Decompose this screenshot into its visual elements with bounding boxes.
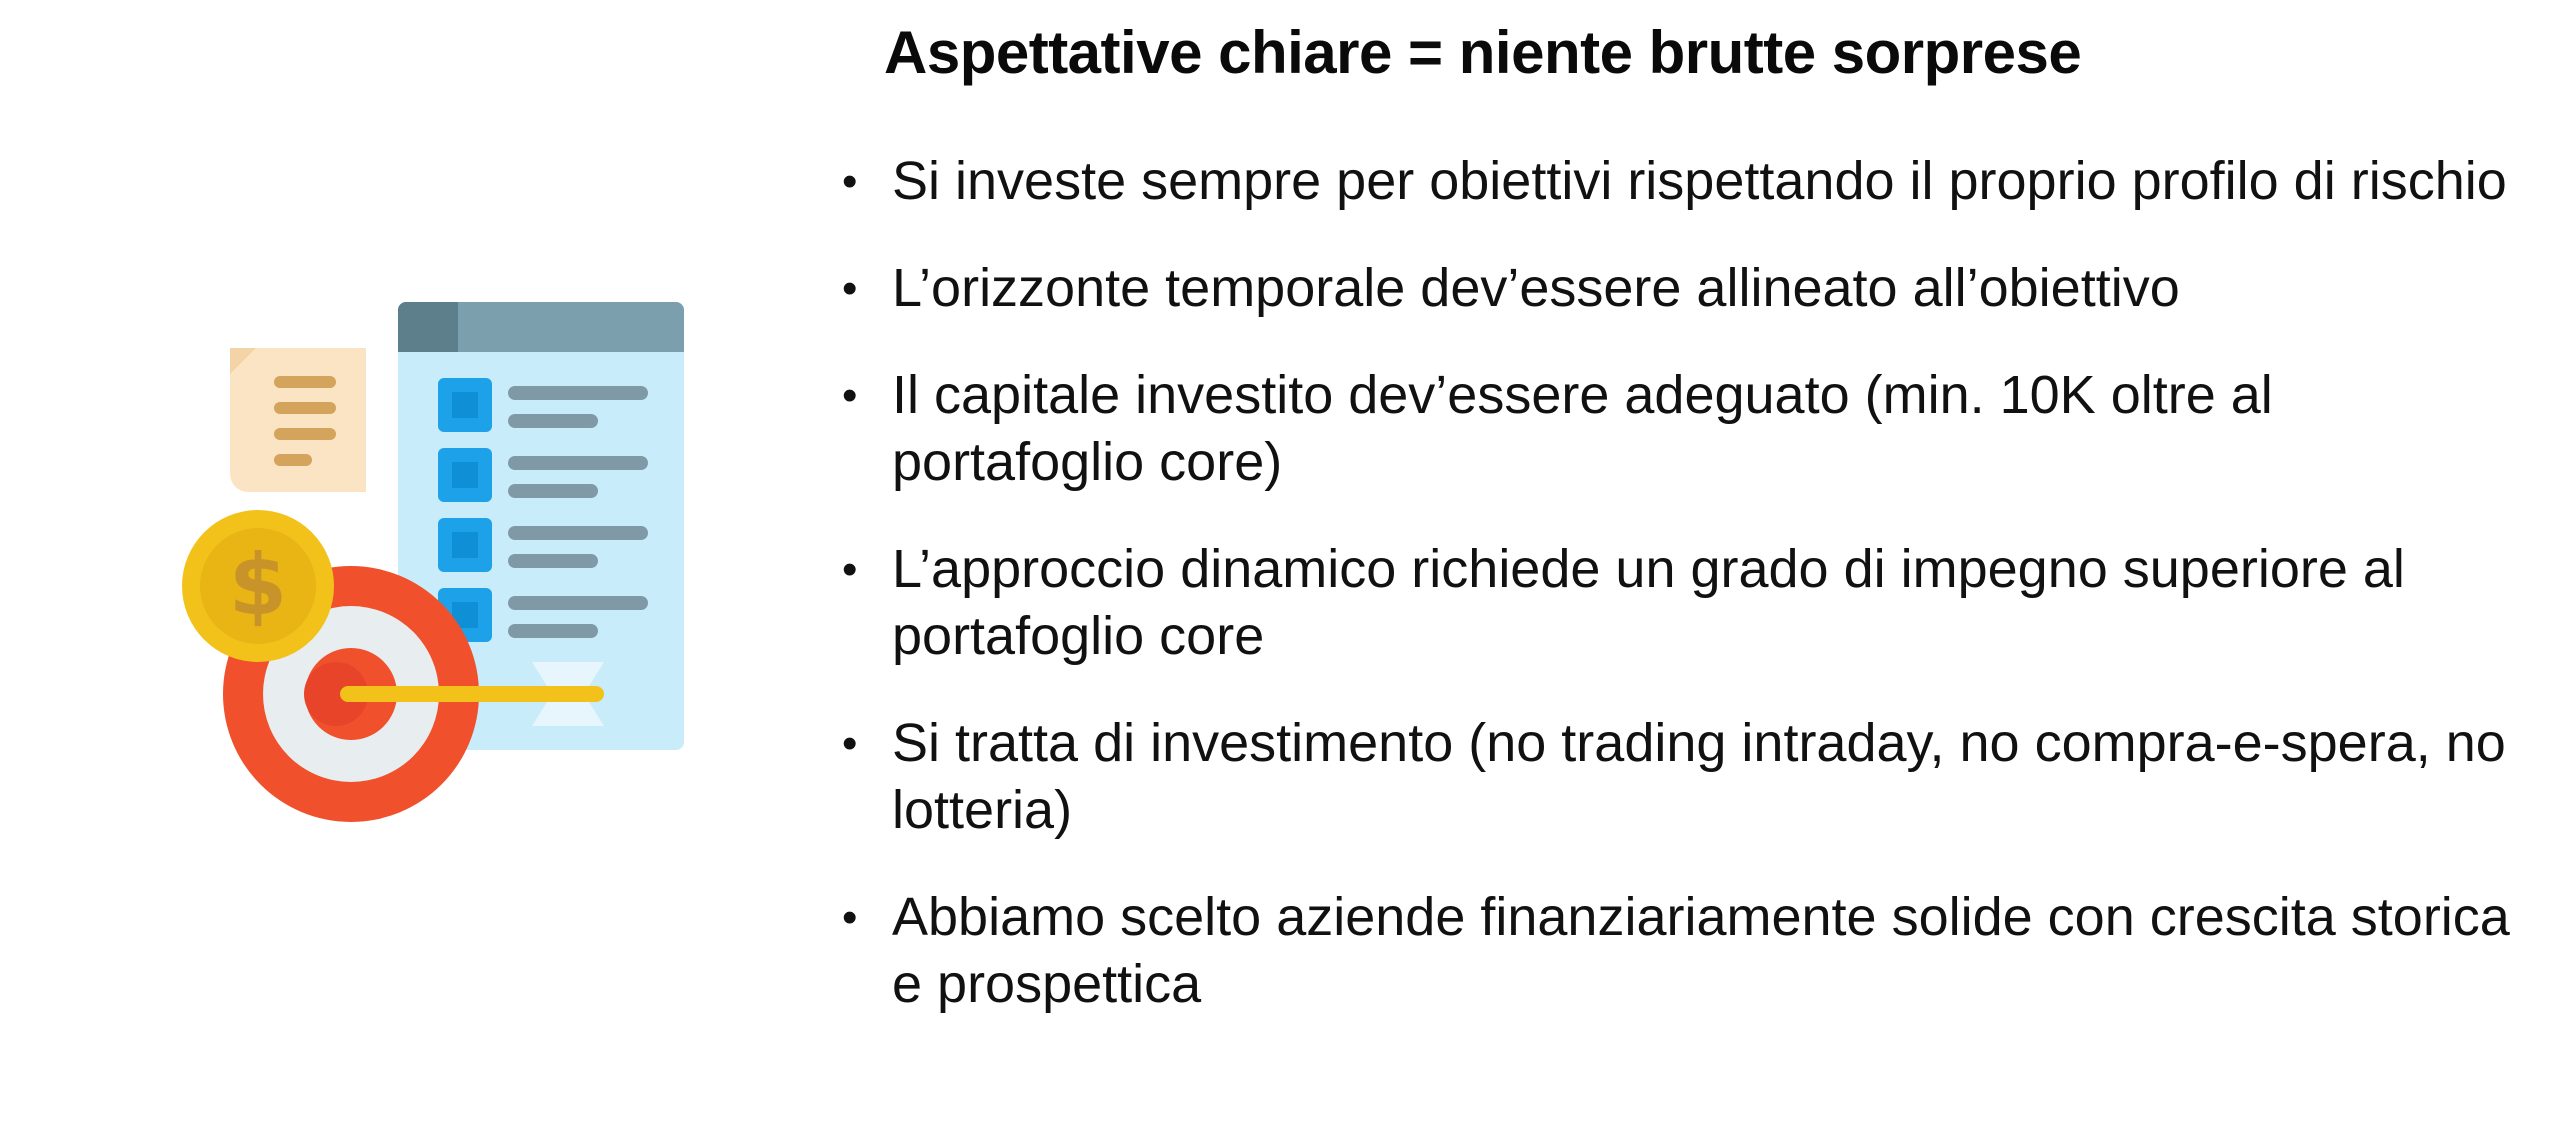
bullet-item (836, 884, 2516, 1018)
document-header-accent (398, 302, 458, 352)
slide-title: Aspettative chiare = niente brutte sorprese (884, 19, 2082, 86)
bullet-dot: • (842, 893, 858, 942)
bullet-text: Si investe sempre per obiettivi rispettando il proprio profilo di rischio (892, 151, 2507, 211)
bullet-text: L’orizzonte temporale dev’essere allineato all’obiettivo (892, 258, 2180, 318)
bullet-dot: • (842, 719, 858, 768)
bullet-dot: • (842, 371, 858, 420)
bullet-dot: • (842, 545, 858, 594)
bullet-list (836, 148, 2516, 1058)
coin-dollar-sign: $ (228, 536, 288, 634)
bullet-text: Il capitale investito dev’essere adeguato (min. 10K oltre al portafoglio core) (892, 365, 2273, 492)
bullet-item (836, 536, 2516, 670)
bullet-text: L’approccio dinamico richiede un grado di impegno superiore al portafoglio core (892, 539, 2405, 666)
investment-goal-icon (176, 296, 700, 836)
note-paper (230, 348, 366, 492)
bullet-item (836, 255, 2516, 322)
bullet-item (836, 710, 2516, 844)
bullet-item (836, 362, 2516, 496)
bullet-dot: • (842, 157, 858, 206)
bullet-dot: • (842, 264, 858, 313)
bullet-text: Abbiamo scelto aziende finanziariamente solide con crescita storica e prospettica (892, 887, 2510, 1014)
bullet-text: Si tratta di investimento (no trading intraday, no compra-e-spera, no lotteria) (892, 713, 2506, 840)
arrow-shaft (340, 686, 604, 702)
bullet-item (836, 148, 2516, 215)
